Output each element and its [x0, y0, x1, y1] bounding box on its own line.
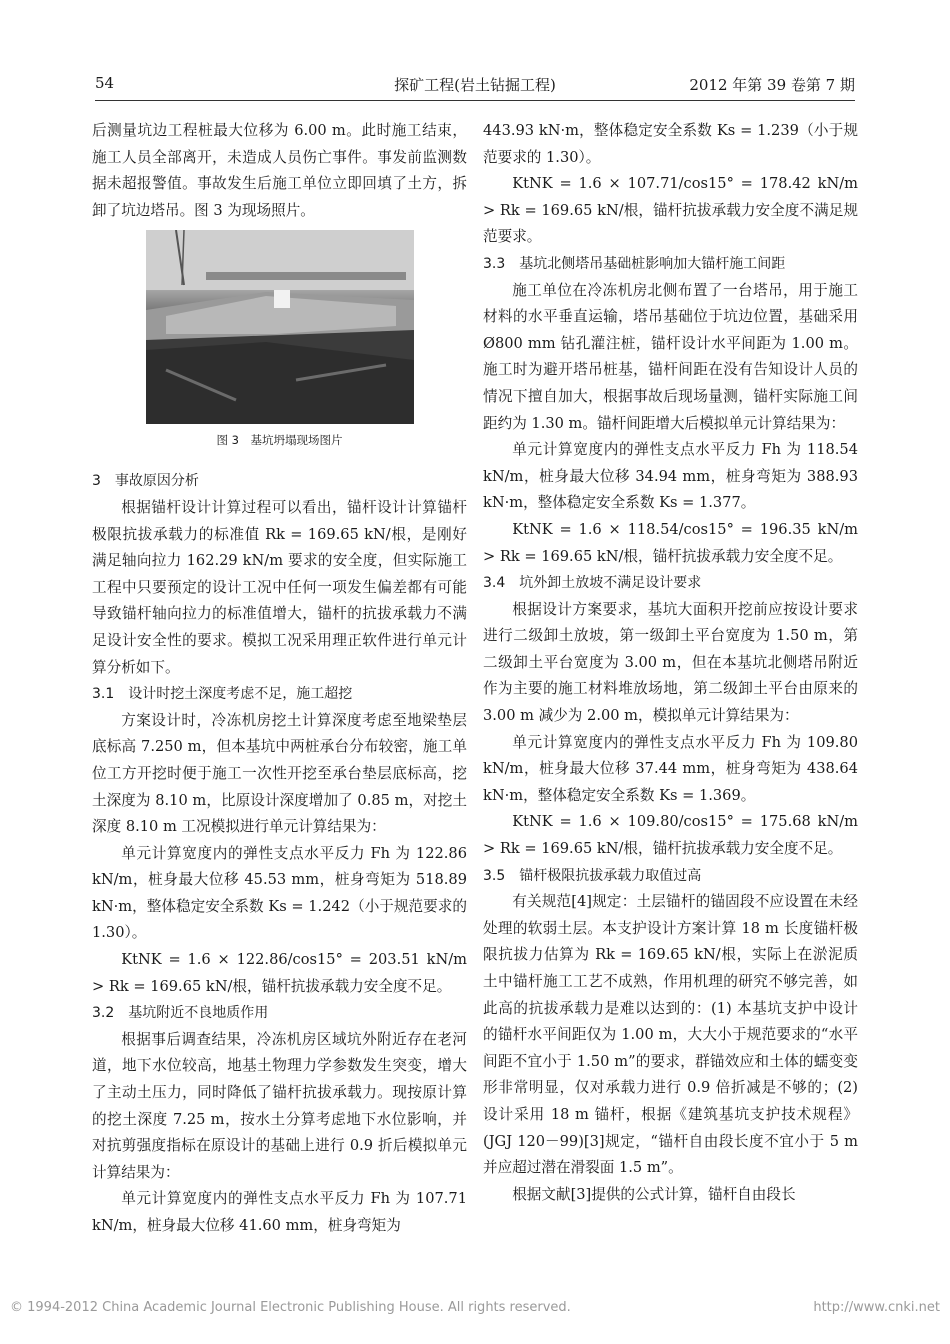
paragraph: 有关规范[4]规定：土层锚杆的锚固段不应设置在未经处理的软弱土层。本支护设计方案计算 18 m 长度锚杆极限抗拔力估算为 Rk = 169.65 kN/根，实际上在淤泥质土中锚杆施工工艺不成熟，作用机理的研究不够完善，如此高的抗拔承载力是难以达到的：(1) 本基坑支护中设计的锚杆水平间距仅为 1.00 m，大大小于规范要求的“水平间距不宜小于 1.50 m”的要求，群锚效应和土体的蠕变变形非常明显，仅对承载力进行 0.9 倍折减是不够的；(2) 设计采用 18 m 锚杆，根据《建筑基坑支护技术规程》(JGJ 120－99)[3]规定，“锚杆自由段长度不宜小于 5 m 并应超过潜在滑裂面 1.5 m”。 — [483, 893, 858, 1177]
paragraph: 根据设计方案要求，基坑大面积开挖前应按设计要求进行二级卸土放坡，第一级卸土平台宽度为 1.50 m，第二级卸土平台宽度为 3.00 m，但在本基坑北侧塔吊附近作为主要的施工材料堆放场地，第二级卸土平台由原来的 3.00 m 减少为 2.00 m，模拟单元计算结果为： — [483, 600, 858, 725]
paragraph: 443.93 kN·m，整体稳定安全系数 Ks = 1.239（小于规范要求的 1.30）。 — [483, 122, 858, 166]
paragraph: 单元计算宽度内的弹性支点水平反力 Fh 为 109.80 kN/m，桩身最大位移 37.44 mm，桩身弯矩为 438.64 kN·m，整体稳定安全系数 Ks = 1.369。 — [483, 733, 858, 804]
paragraph: 单元计算宽度内的弹性支点水平反力 Fh 为 107.71 kN/m，桩身最大位移 41.60 mm，桩身弯矩为 — [92, 1190, 467, 1234]
page-header — [95, 74, 855, 98]
formula-line: KtNK = 1.6 × 118.54/cos15° = 196.35 kN/m > Rk = 169.65 kN/根，锚杆抗拔承载力安全度不足。 — [483, 520, 858, 565]
paragraph: 单元计算宽度内的弹性支点水平反力 Fh 为 118.54 kN/m，桩身最大位移 34.94 mm，桩身弯矩为 388.93 kN·m，整体稳定安全系数 Ks = 1.377。 — [483, 441, 858, 512]
copyright-notice: © 1994-2012 China Academic Journal Electronic Publishing House. All rights reserved. — [10, 1300, 571, 1315]
figure-caption: 图 3 基坑坍塌现场图片 — [216, 433, 343, 448]
formula-line: KtNK = 1.6 × 109.80/cos15° = 175.68 kN/m > Rk = 169.65 kN/根，锚杆抗拔承载力安全度不足。 — [483, 813, 858, 858]
website-link[interactable]: http://www.cnki.net — [813, 1300, 940, 1315]
paragraph: 单元计算宽度内的弹性支点水平反力 Fh 为 122.86 kN/m，桩身最大位移 45.53 mm，桩身弯矩为 518.89 kN·m，整体稳定安全系数 Ks = 1.242（小于规范要求的 1.30）。 — [92, 844, 467, 942]
page-number: 54 — [95, 74, 115, 92]
formula-line: KtNK = 1.6 × 122.86/cos15° = 203.51 kN/m > Rk = 169.65 kN/根，锚杆抗拔承载力安全度不足。 — [92, 951, 467, 995]
subsection-heading: 3.4 坑外卸土放坡不满足设计要求 — [483, 575, 702, 592]
subsection-heading: 3.1 设计时挖土深度考虑不足，施工超挖 — [92, 686, 353, 703]
formula-line: KtNK = 1.6 × 107.71/cos15° = 178.42 kN/m > Rk = 169.65 kN/根，锚杆抗拔承载力安全度不满足规范要求。 — [483, 175, 858, 246]
paragraph: 根据事后调查结果，冷冻机房区域坑外附近存在老河道，地下水位较高，地基土物理力学参数发生突变，增大了主动土压力，同时降低了锚杆抗拔承载力。现按原计算的挖土深度 7.25 m，按水土分算考虑地下水位影响，并对抗剪强度指标在原设计的基础上进行 0.9 折后模拟单元计算结果为： — [92, 1030, 467, 1181]
subsection-heading: 3.2 基坑附近不良地质作用 — [92, 1005, 269, 1022]
paragraph: 根据文献[3]提供的公式计算，锚杆自由段长 — [512, 1185, 796, 1203]
paragraph: 方案设计时，冷冻机房挖土计算深度考虑至地梁垫层底标高 7.250 m，但本基坑中两桩承台分布较密，施工单位工方开挖时便于施工一次性开挖至承台垫层底标高，挖土深度为 8.10 m，比原设计深度增加了 0.85 m，对挖土深度 8.10 m 工况模拟进行单元计算结果为： — [92, 711, 467, 836]
figure-3 — [92, 230, 467, 450]
header-rule — [95, 100, 855, 101]
subsection-heading: 3.3 基坑北侧塔吊基础桩影响加大锚杆施工间距 — [483, 255, 786, 272]
journal-title: 探矿工程(岩土钻掘工程) — [394, 76, 556, 94]
subsection-heading: 3.5 锚杆极限抗拔承载力取值过高 — [483, 867, 702, 884]
site-collapse-photo — [146, 230, 414, 424]
right-column — [483, 118, 858, 1208]
photo-sketch — [146, 230, 414, 424]
issue-info: 2012 年第 39 卷第 7 期 — [689, 76, 855, 94]
paragraph: 后测量坑边工程桩最大位移为 6.00 m。此时施工结束，施工人员全部离开，未造成人员伤亡事件。事发前监测数据未超报警值。事故发生后施工单位立即回填了土方，拆卸了坑边塔吊。图 3 为现场照片。 — [92, 122, 467, 219]
section-heading: 3 事故原因分析 — [92, 473, 199, 490]
paragraph: 施工单位在冷冻机房北侧布置了一台塔吊，用于施工材料的水平垂直运输，塔吊基础位于坑边位置，基础采用 Ø800 mm 钻孔灌注桩，锚杆设计水平间距为 1.00 m。施工时为避开塔吊桩基，锚杆间距在没有告知设计人员的情况下擅自加大，根据事故后现场量测，锚杆实际施工间距约为 1.30 m。锚杆间距增大后模拟单元计算结果为： — [483, 281, 858, 432]
left-column — [92, 118, 467, 1240]
paragraph: 根据锚杆设计计算过程可以看出，锚杆设计计算锚杆极限抗拔承载力的标准值 Rk = 169.65 kN/根，是刚好满足轴向拉力 162.29 kN/m 要求的安全度，但实际施工工程中只要预定的设计工况中任何一项发生偏差都有可能导致锚杆轴向拉力的标准值增大，锚杆的抗拔承载力不满足设计安全性的要求。模拟工况采用理正软件进行单元计算分析如下。 — [92, 498, 467, 676]
